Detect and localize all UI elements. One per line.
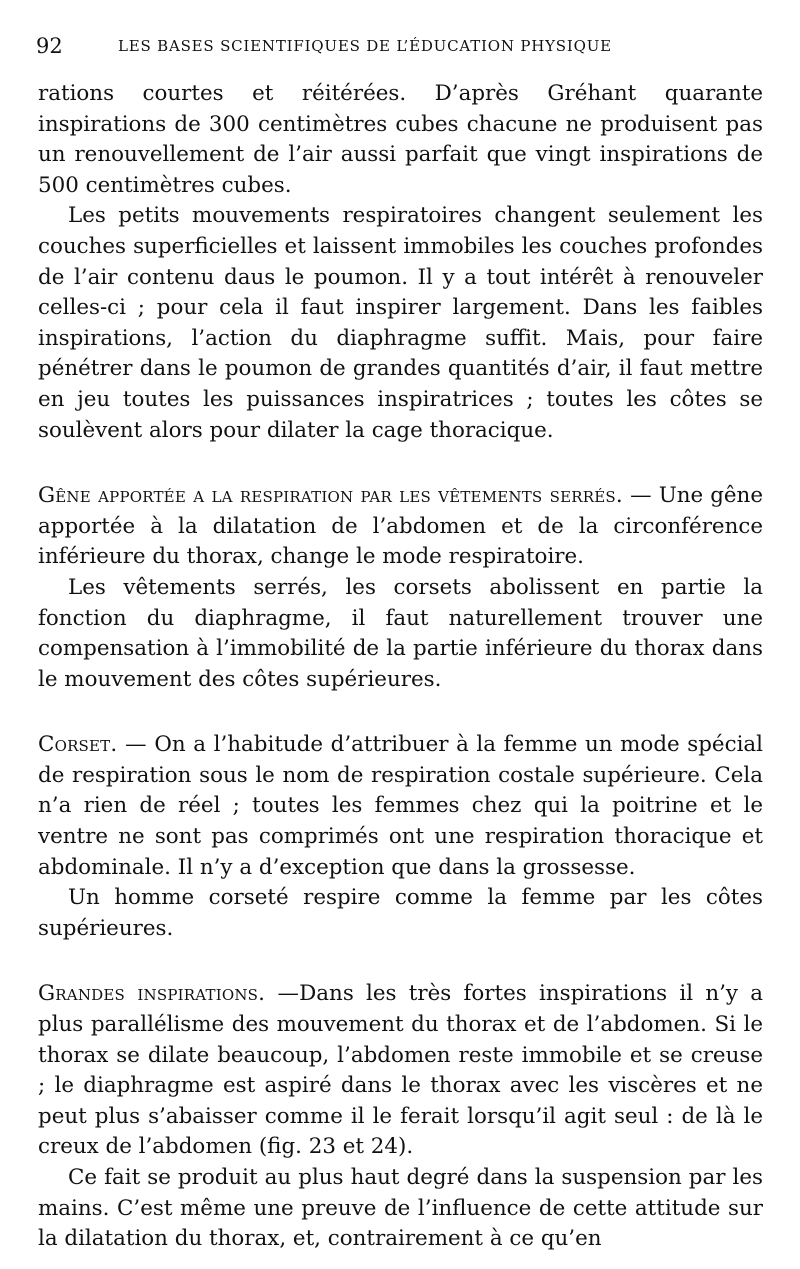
- paragraph-respiratory-movements: [38, 201, 763, 446]
- paragraph-text: Un homme corseté respire comme la femme par les côtes supérieures.: [38, 885, 763, 941]
- paragraph-text: Les petits mouvements respiratoires changent seulement les couches superficielles et laissent immobiles les couches profondes de l’air contenu daus le poumon. Il y a tout intérêt à renouveler celles-ci ; pour cela il faut inspirer largement. Dans les faibles inspirations, l’action du diaphragme suffit. Mais, pour faire pénétrer dans le poumon de grandes quantités d’air, il faut mettre en jeu toutes les puissances inspiratrices ; toutes les côtes se soulèvent alors pour dilater la cage thoracique.: [38, 203, 763, 443]
- page-header: [36, 34, 756, 58]
- section-heading: Gêne apportée a la respiration par les vêtements serrés. —: [38, 483, 652, 509]
- paragraph-text: Les vêtements serrés, les corsets abolissent en partie la fonction du diaphragme, il faut naturellement trouver une compensation à l’immobilité de la partie inférieure du thorax dans le mouvement des côtes supérieures.: [38, 574, 763, 692]
- paragraph-text: On a l’habitude d’attribuer à la femme un mode spécial de respiration sous le nom de respiration costale supérieure. Cela n’a rien de réel ; toutes les femmes chez qui la poitrine et le ventre ne sont pas comprimés ont une respiration thoracique et abdominale. Il n’y a d’exception que dans la grossesse.: [38, 732, 763, 880]
- section-deep-inspirations: [38, 979, 763, 1163]
- section-heading: Corset. —: [38, 732, 147, 758]
- paragraph-text: Une gêne apportée à la dilatation de l’abdomen et de la circonférence inférieure du thorax, change le mode respiratoire.: [38, 483, 763, 570]
- section-clothing: [38, 481, 763, 573]
- paragraph-suspension: [38, 1163, 763, 1255]
- section-heading: Grandes inspirations. —: [38, 981, 300, 1007]
- paragraph-text: Ce fait se produit au plus haut degré dans la suspension par les mains. C’est même une preuve de l’influence de cette attitude sur la dilatation du thorax, et, contrairement à ce qu’en: [38, 1165, 763, 1252]
- paragraph-corseted-man: [38, 883, 763, 944]
- paragraph-text: Dans les très fortes inspirations il n’y a plus parallélisme des mouvement du thorax et de l’abdomen. Si le thorax se dilate beaucoup, l’abdomen reste immobile et se creuse ; le diaphragme est aspiré dans le thorax avec les viscères et ne peut plus s’abaisser comme il le ferait lorsqu’il agit seul : de là le creux de l’abdomen (fig. 23 et 24).: [38, 981, 763, 1160]
- page-number: 92: [36, 34, 63, 58]
- paragraph-continuation: [38, 79, 763, 201]
- paragraph-tight-clothing: [38, 573, 763, 695]
- body-text: [38, 79, 763, 1255]
- running-head: LES BASES SCIENTIFIQUES DE L’ÉDUCATION PHYSIQUE: [118, 37, 612, 55]
- section-corset: [38, 730, 763, 883]
- paragraph-text: rations courtes et réitérées. D’après Gréhant quarante inspirations de 300 centimètres cubes chacune ne produisent pas un renouvellement de l’air aussi parfait que vingt inspirations de 500 centimètres cubes.: [38, 81, 763, 198]
